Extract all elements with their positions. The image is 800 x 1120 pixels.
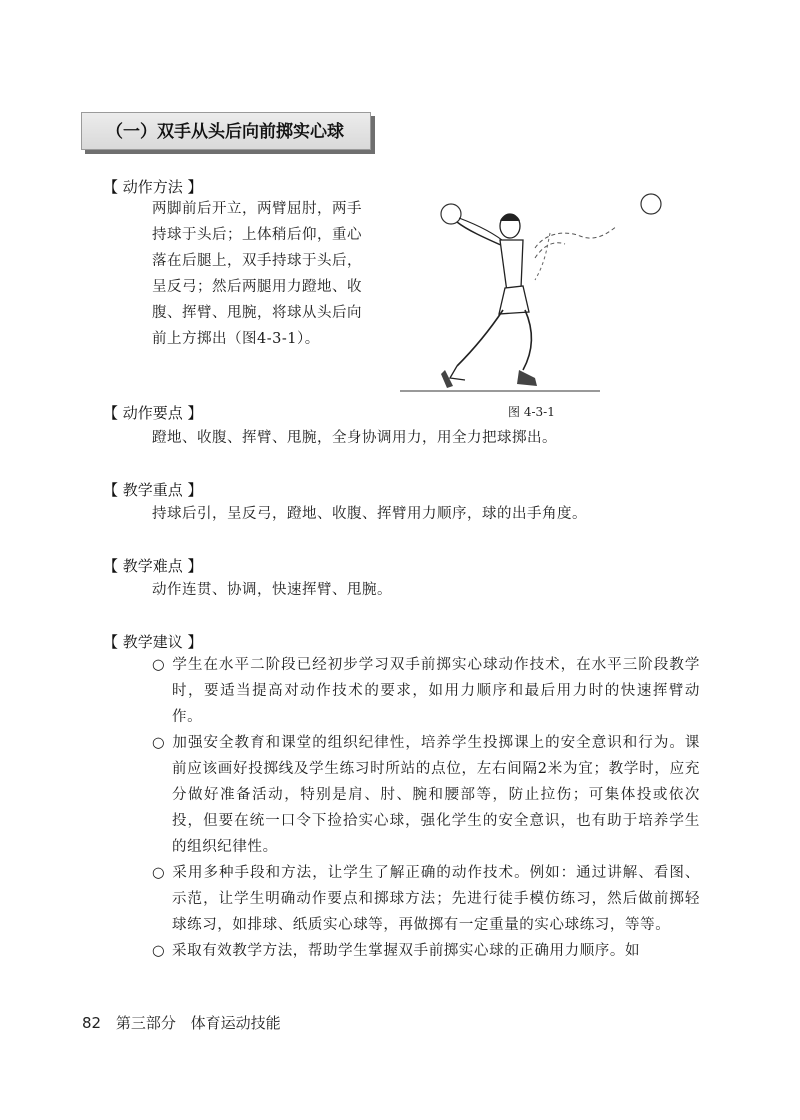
motion-arm xyxy=(535,243,565,258)
figure-caption: 图 4-3-1 xyxy=(508,405,555,419)
method-text: 两脚前后开立，两臂屈肘，两手持球于头后；上体稍后仰，重心落在后腿上，双手持球于头后，呈反弓；然后两腿用力蹬地、收腹、挥臂、甩腕，将球从头后向前上方掷出（图4-3-1）。 xyxy=(152,201,362,347)
bullet-circle-icon: ○ xyxy=(152,657,166,673)
page-number: 82 xyxy=(82,1014,102,1032)
teaching-focus-heading: 【 教学重点 】 xyxy=(103,481,203,499)
section-title: （一）双手从头后向前掷实心球 xyxy=(81,112,371,150)
athlete-back-leg xyxy=(457,310,503,366)
ball-released xyxy=(641,194,661,214)
throw-illustration xyxy=(395,188,670,398)
athlete-front-leg xyxy=(523,310,532,370)
key-points-text: 蹬地、收腹、挥臂、甩腕，全身协调用力，用全力把球掷出。 xyxy=(152,430,557,446)
method-heading: 【 动作方法 】 xyxy=(103,178,203,196)
athlete-torso xyxy=(500,240,523,292)
ball-start xyxy=(441,204,461,224)
suggestion-item: ○ 加强安全教育和课堂的组织纪律性，培养学生投掷课上的安全意识和行为。课前应该画好投掷线及学生练习时所站的点位，左右间隔2米为宜；教学时，应充分做好准备活动，特别是肩、肘、腕和腰部等，防止拉伤；可集体投或依次投，但要在统一口令下捡拾实心球，强化学生的安全意识，也有助于培养学生的组织纪律性。 xyxy=(152,730,700,860)
page-footer xyxy=(82,1012,281,1033)
bullet-circle-icon: ○ xyxy=(152,865,166,881)
suggestion-item: ○ 学生在水平二阶段已经初步学习双手前掷实心球动作技术，在水平三阶段教学时，要适当提高对动作技术的要求，如用力顺序和最后用力时的快速挥臂动作。 xyxy=(152,652,700,730)
suggestion-item: ○ 采取有效教学方法，帮助学生掌握双手前掷实心球的正确用力顺序。如 xyxy=(152,938,700,964)
bullet-circle-icon: ○ xyxy=(152,943,166,959)
footer-part: 第三部分 xyxy=(115,1014,176,1032)
bullet-circle-icon: ○ xyxy=(152,735,166,751)
footer-chapter: 体育运动技能 xyxy=(190,1014,281,1032)
teaching-difficulty-text: 动作连贯、协调，快速挥臂、甩腕。 xyxy=(152,582,392,598)
teaching-difficulty-heading: 【 教学难点 】 xyxy=(103,557,203,575)
suggestion-item: ○ 采用多种手段和方法，让学生了解正确的动作技术。例如：通过讲解、看图、示范，让学生明确动作要点和掷球方法；先进行徒手模仿练习，然后做前掷轻球练习，如排球、纸质实心球等，再做掷有一定重量的实心球练习，等等。 xyxy=(152,860,700,938)
suggestions-heading: 【 教学建议 】 xyxy=(103,633,203,651)
teaching-focus-text: 持球后引，呈反弓，蹬地、收腹、挥臂用力顺序，球的出手角度。 xyxy=(152,506,587,522)
suggestions-list xyxy=(152,652,700,964)
key-points-heading: 【 动作要点 】 xyxy=(103,404,203,422)
